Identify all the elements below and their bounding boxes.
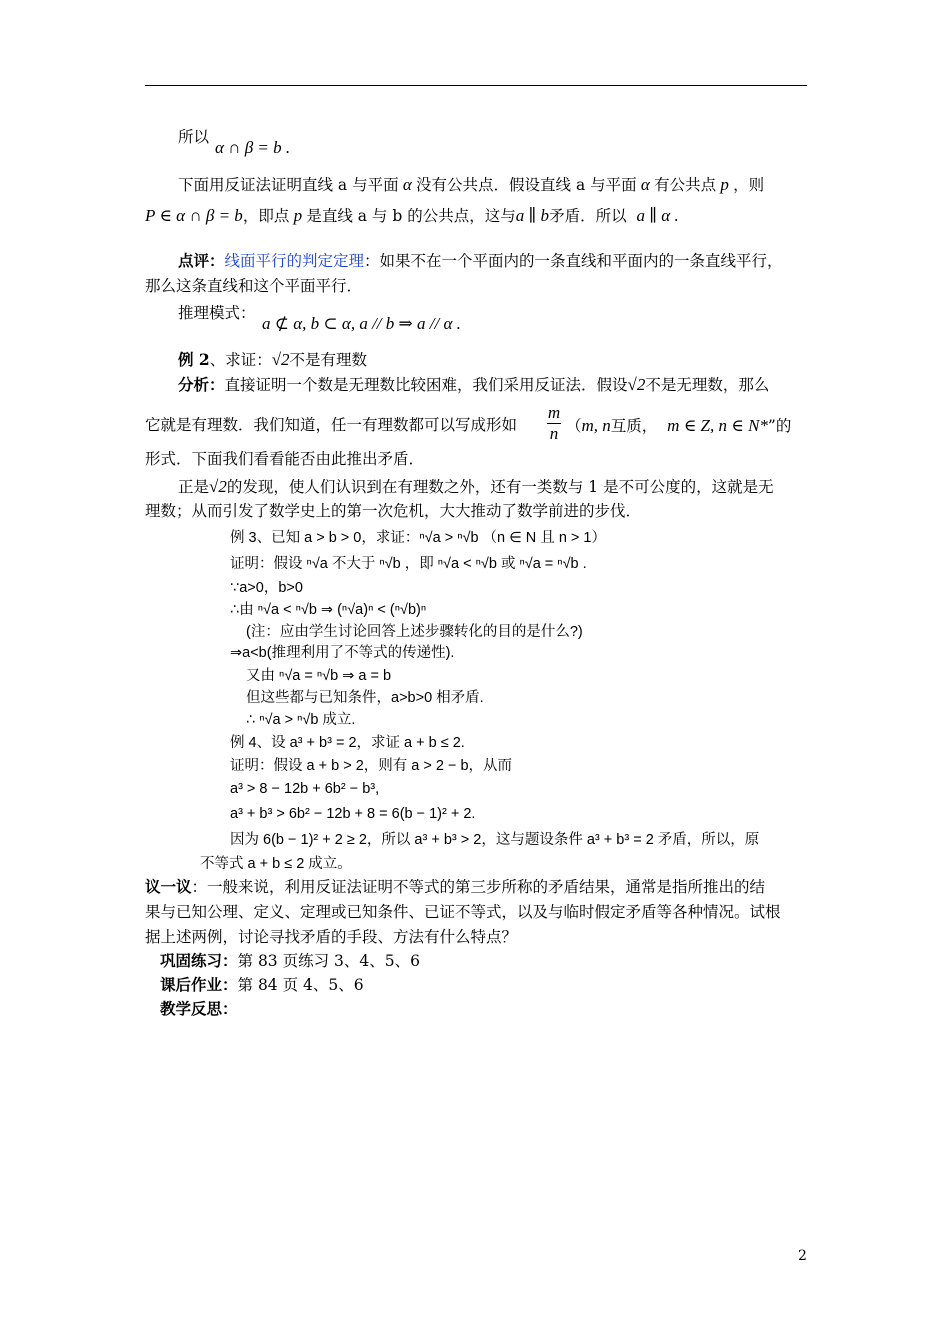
rational-line: 它就是有理数．我们知道，任一有理数都可以写成形如 bbox=[145, 416, 518, 434]
fraction-m-n: $\frac{m}{n}$ bbox=[547, 403, 561, 443]
example-4-step: a³ + b³ > 6b² − 12b + 8 = 6(b − 1)² + 2. bbox=[230, 806, 476, 822]
example-3-step: ∴由 ⁿ√a < ⁿ√b ⇒ (ⁿ√a)ⁿ < (ⁿ√b)ⁿ bbox=[230, 602, 427, 618]
example-4-step: 因为 6(b − 1)² + 2 ≥ 2，所以 a³ + b³ > 2，这与题设条件 a³ + b³ = 2 矛盾，所以，原 bbox=[230, 832, 760, 848]
reflection-line: 教学反思： bbox=[160, 999, 238, 1018]
example-3-note: (注：应由学生讨论回答上述步骤转化的目的是什么?) bbox=[246, 624, 583, 640]
math-intersection: α ∩ β = b . bbox=[215, 138, 291, 157]
example-4-title: 例 4、设 a³ + b³ = 2，求证 a + b ≤ 2. bbox=[230, 735, 465, 751]
history-line: 正是√2的发现，使人们认识到在有理数之外，还有一类数与 1 是不可公度的，这就是无 bbox=[178, 477, 774, 496]
page-number: 2 bbox=[798, 1248, 807, 1264]
example-4-conclusion: 不等式 a + b ≤ 2 成立。 bbox=[200, 856, 352, 872]
example-2: 例 2、求证：√2不是有理数 bbox=[178, 350, 368, 369]
text-line-1: 所以 bbox=[178, 128, 210, 146]
history-line-2: 理数；从而引发了数学史上的第一次危机，大大推动了数学前进的步伐． bbox=[145, 502, 642, 520]
example-3-conclusion: ∴ ⁿ√a > ⁿ√b 成立. bbox=[246, 712, 356, 728]
practice-line: 巩固练习：第 83 页练习 3、4、5、6 bbox=[160, 951, 420, 970]
rational-line-cont: （m, n互质， m ∈ Z, n ∈ N*”的 bbox=[566, 416, 792, 435]
form-line: 形式．下面我们看看能否由此推出矛盾． bbox=[145, 450, 425, 468]
theorem-link[interactable]: 线面平行的判定定理 bbox=[224, 252, 365, 270]
example-3-step: 但这些都与已知条件，a>b>0 相矛盾. bbox=[246, 690, 484, 706]
example-4-proof: 证明：假设 a + b > 2，则有 a > 2 − b，从而 bbox=[230, 758, 513, 774]
mode-math: a ⊄ α, b ⊂ α, a // b ⇒ a // α . bbox=[262, 314, 461, 333]
comment-line: 点评：线面平行的判定定理：如果不在一个平面内的一条直线和平面内的一条直线平行， bbox=[178, 251, 783, 270]
example-3-step: ∵a>0，b>0 bbox=[230, 580, 303, 596]
discuss-line-3: 据上述两例，讨论寻找矛盾的手段、方法有什么特点？ bbox=[145, 928, 518, 946]
discuss-line-2: 果与已知公理、定义、定理或已知条件、已证不等式，以及与临时假定矛盾等各种情况。试根 bbox=[145, 903, 781, 921]
analysis-line: 分析：直接证明一个数是无理数比较困难，我们采用反证法．假设√2不是无理数，那么 bbox=[178, 375, 770, 394]
homework-line: 课后作业：第 84 页 4、5、6 bbox=[160, 975, 364, 994]
header-rule bbox=[145, 85, 807, 86]
example-4-step: a³ > 8 − 12b + 6b² − b³, bbox=[230, 781, 380, 797]
example-3-proof: 证明：假设 ⁿ√a 不大于 ⁿ√b ，即 ⁿ√a < ⁿ√b 或 ⁿ√a = ⁿ√b . bbox=[230, 556, 587, 572]
text-line-3: P ∈ α ∩ β = b，即点 p 是直线 a 与 b 的公共点，这与a ∥ b矛盾．所以 a ∥ α . bbox=[145, 206, 679, 225]
comment-line-2: 那么这条直线和这个平面平行． bbox=[145, 277, 363, 295]
example-3-title: 例 3、已知 a > b > 0，求证：ⁿ√a > ⁿ√b （n ∈ N 且 n > 1） bbox=[230, 530, 606, 546]
mode-label: 推理模式： bbox=[178, 304, 256, 322]
example-3-step: ⇒a<b(推理利用了不等式的传递性). bbox=[230, 645, 455, 661]
discuss-line: 议一议：一般来说，利用反证法证明不等式的第三步所称的矛盾结果，通常是指所推出的结 bbox=[145, 877, 766, 896]
example-3-step: 又由 ⁿ√a = ⁿ√b ⇒ a = b bbox=[246, 668, 392, 684]
text-line-2: 下面用反证法证明直线 a 与平面 α 没有公共点．假设直线 a 与平面 α 有公共点 p ，则 bbox=[178, 175, 765, 194]
